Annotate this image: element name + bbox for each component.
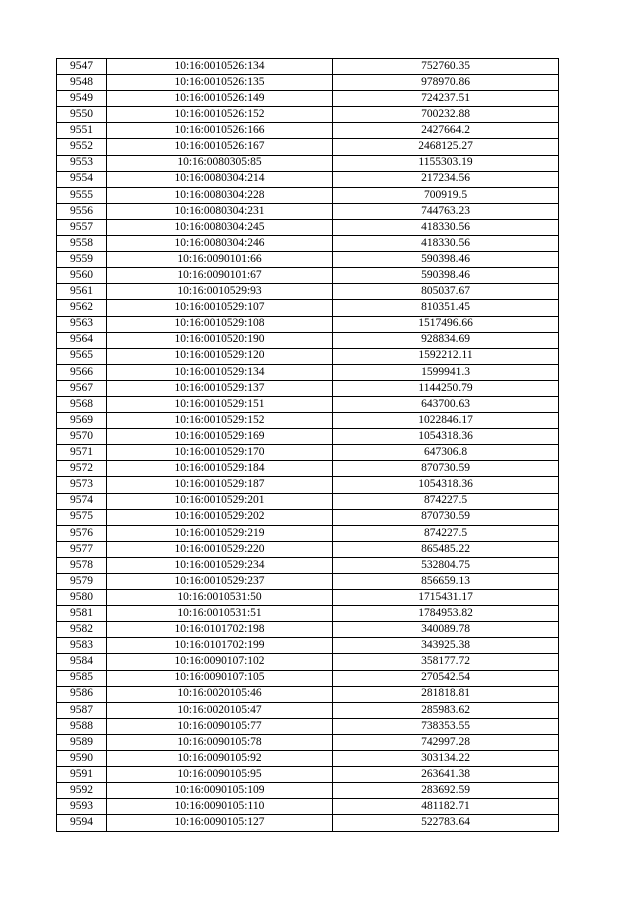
cadastral-number-cell: 10:16:0090105:127	[107, 815, 333, 831]
row-number-cell: 9549	[57, 91, 107, 107]
value-cell: 1022846.17	[333, 413, 559, 429]
row-number-cell: 9577	[57, 541, 107, 557]
table-row	[57, 268, 559, 284]
table-row	[57, 107, 559, 123]
table-row	[57, 702, 559, 718]
cadastral-number-cell: 10:16:0090105:78	[107, 734, 333, 750]
row-number-cell: 9569	[57, 413, 107, 429]
value-cell: 1599941.3	[333, 364, 559, 380]
table-row	[57, 799, 559, 815]
row-number-cell: 9584	[57, 654, 107, 670]
cadastral-number-cell: 10:16:0020105:47	[107, 702, 333, 718]
value-cell: 805037.67	[333, 284, 559, 300]
value-cell: 700919.5	[333, 187, 559, 203]
row-number-cell: 9551	[57, 123, 107, 139]
row-number-cell: 9576	[57, 525, 107, 541]
table-row	[57, 429, 559, 445]
row-number-cell: 9573	[57, 477, 107, 493]
value-cell: 865485.22	[333, 541, 559, 557]
row-number-cell: 9590	[57, 751, 107, 767]
row-number-cell: 9585	[57, 670, 107, 686]
value-cell: 1054318.36	[333, 429, 559, 445]
cadastral-number-cell: 10:16:0080305:85	[107, 155, 333, 171]
table-row	[57, 445, 559, 461]
table-row	[57, 187, 559, 203]
table-row	[57, 590, 559, 606]
row-number-cell: 9558	[57, 236, 107, 252]
row-number-cell: 9552	[57, 139, 107, 155]
value-cell: 270542.54	[333, 670, 559, 686]
cadastral-number-cell: 10:16:0010529:137	[107, 380, 333, 396]
row-number-cell: 9592	[57, 783, 107, 799]
table-row	[57, 751, 559, 767]
row-number-cell: 9567	[57, 380, 107, 396]
cadastral-number-cell: 10:16:0010526:134	[107, 59, 333, 75]
cadastral-number-cell: 10:16:0010529:107	[107, 300, 333, 316]
cadastral-number-cell: 10:16:0090105:95	[107, 767, 333, 783]
value-cell: 532804.75	[333, 557, 559, 573]
table-row	[57, 219, 559, 235]
cadastral-number-cell: 10:16:0010529:152	[107, 413, 333, 429]
table-row	[57, 75, 559, 91]
value-cell: 285983.62	[333, 702, 559, 718]
row-number-cell: 9547	[57, 59, 107, 75]
row-number-cell: 9588	[57, 718, 107, 734]
cadastral-number-cell: 10:16:0010529:108	[107, 316, 333, 332]
table-row	[57, 364, 559, 380]
value-cell: 752760.35	[333, 59, 559, 75]
cadastral-number-cell: 10:16:0090105:110	[107, 799, 333, 815]
table-row	[57, 91, 559, 107]
row-number-cell: 9563	[57, 316, 107, 332]
cadastral-number-cell: 10:16:0020105:46	[107, 686, 333, 702]
row-number-cell: 9574	[57, 493, 107, 509]
value-cell: 700232.88	[333, 107, 559, 123]
table-row	[57, 477, 559, 493]
cadastral-number-cell: 10:16:0010529:170	[107, 445, 333, 461]
row-number-cell: 9583	[57, 638, 107, 654]
cadastral-number-cell: 10:16:0010526:166	[107, 123, 333, 139]
table-row	[57, 332, 559, 348]
cadastral-number-cell: 10:16:0010526:135	[107, 75, 333, 91]
cadastral-number-cell: 10:16:0010529:151	[107, 396, 333, 412]
row-number-cell: 9555	[57, 187, 107, 203]
row-number-cell: 9572	[57, 461, 107, 477]
table-row	[57, 525, 559, 541]
value-cell: 874227.5	[333, 525, 559, 541]
cadastral-number-cell: 10:16:0080304:228	[107, 187, 333, 203]
value-cell: 874227.5	[333, 493, 559, 509]
row-number-cell: 9578	[57, 557, 107, 573]
value-cell: 2468125.27	[333, 139, 559, 155]
value-cell: 418330.56	[333, 219, 559, 235]
cadastral-number-cell: 10:16:0010529:120	[107, 348, 333, 364]
table-row	[57, 606, 559, 622]
value-cell: 1715431.17	[333, 590, 559, 606]
value-cell: 870730.59	[333, 461, 559, 477]
table-row	[57, 236, 559, 252]
cadastral-number-cell: 10:16:0010520:190	[107, 332, 333, 348]
value-cell: 418330.56	[333, 236, 559, 252]
table-row	[57, 284, 559, 300]
row-number-cell: 9568	[57, 396, 107, 412]
value-cell: 1054318.36	[333, 477, 559, 493]
table-row	[57, 670, 559, 686]
value-cell: 810351.45	[333, 300, 559, 316]
cadastral-number-cell: 10:16:0010531:51	[107, 606, 333, 622]
cadastral-number-cell: 10:16:0010529:237	[107, 574, 333, 590]
cadastral-number-cell: 10:16:0080304:245	[107, 219, 333, 235]
table-row	[57, 734, 559, 750]
row-number-cell: 9559	[57, 252, 107, 268]
table-row	[57, 541, 559, 557]
value-cell: 742997.28	[333, 734, 559, 750]
table-row	[57, 767, 559, 783]
cadastral-number-cell: 10:16:0010529:220	[107, 541, 333, 557]
table-row	[57, 316, 559, 332]
cadastral-number-cell: 10:16:0010529:169	[107, 429, 333, 445]
cadastral-number-cell: 10:16:0080304:214	[107, 171, 333, 187]
cadastral-number-cell: 10:16:0010529:219	[107, 525, 333, 541]
table-row	[57, 139, 559, 155]
cadastral-number-cell: 10:16:0090105:77	[107, 718, 333, 734]
cadastral-number-cell: 10:16:0090107:102	[107, 654, 333, 670]
row-number-cell: 9557	[57, 219, 107, 235]
row-number-cell: 9570	[57, 429, 107, 445]
table-row	[57, 252, 559, 268]
table-row	[57, 783, 559, 799]
cadastral-number-cell: 10:16:0101702:198	[107, 622, 333, 638]
cadastral-number-cell: 10:16:0010529:187	[107, 477, 333, 493]
table-row	[57, 686, 559, 702]
row-number-cell: 9591	[57, 767, 107, 783]
cadastral-number-cell: 10:16:0010529:184	[107, 461, 333, 477]
value-cell: 1517496.66	[333, 316, 559, 332]
value-cell: 643700.63	[333, 396, 559, 412]
cadastral-number-cell: 10:16:0080304:231	[107, 203, 333, 219]
row-number-cell: 9575	[57, 509, 107, 525]
table-row	[57, 171, 559, 187]
value-cell: 358177.72	[333, 654, 559, 670]
row-number-cell: 9564	[57, 332, 107, 348]
cadastral-number-cell: 10:16:0101702:199	[107, 638, 333, 654]
value-cell: 1155303.19	[333, 155, 559, 171]
value-cell: 856659.13	[333, 574, 559, 590]
row-number-cell: 9566	[57, 364, 107, 380]
cadastral-number-cell: 10:16:0010529:93	[107, 284, 333, 300]
row-number-cell: 9580	[57, 590, 107, 606]
row-number-cell: 9561	[57, 284, 107, 300]
table-row	[57, 815, 559, 831]
cadastral-number-cell: 10:16:0090105:109	[107, 783, 333, 799]
value-cell: 2427664.2	[333, 123, 559, 139]
row-number-cell: 9579	[57, 574, 107, 590]
value-cell: 303134.22	[333, 751, 559, 767]
row-number-cell: 9582	[57, 622, 107, 638]
cadastral-number-cell: 10:16:0010526:149	[107, 91, 333, 107]
table-row	[57, 396, 559, 412]
value-cell: 217234.56	[333, 171, 559, 187]
value-cell: 283692.59	[333, 783, 559, 799]
table-row	[57, 493, 559, 509]
row-number-cell: 9550	[57, 107, 107, 123]
value-cell: 870730.59	[333, 509, 559, 525]
data-table	[56, 58, 559, 832]
cadastral-number-cell: 10:16:0090105:92	[107, 751, 333, 767]
table-row	[57, 413, 559, 429]
table-row	[57, 622, 559, 638]
cadastral-number-cell: 10:16:0010529:134	[107, 364, 333, 380]
value-cell: 343925.38	[333, 638, 559, 654]
row-number-cell: 9553	[57, 155, 107, 171]
value-cell: 281818.81	[333, 686, 559, 702]
cadastral-number-cell: 10:16:0090101:67	[107, 268, 333, 284]
cadastral-number-cell: 10:16:0010529:202	[107, 509, 333, 525]
row-number-cell: 9593	[57, 799, 107, 815]
value-cell: 590398.46	[333, 268, 559, 284]
row-number-cell: 9562	[57, 300, 107, 316]
table-row	[57, 557, 559, 573]
table-row	[57, 203, 559, 219]
table-row	[57, 123, 559, 139]
row-number-cell: 9554	[57, 171, 107, 187]
value-cell: 1144250.79	[333, 380, 559, 396]
row-number-cell: 9560	[57, 268, 107, 284]
row-number-cell: 9556	[57, 203, 107, 219]
value-cell: 928834.69	[333, 332, 559, 348]
table-body	[57, 59, 559, 832]
row-number-cell: 9587	[57, 702, 107, 718]
value-cell: 738353.55	[333, 718, 559, 734]
table-row	[57, 155, 559, 171]
table-row	[57, 574, 559, 590]
table-row	[57, 59, 559, 75]
value-cell: 340089.78	[333, 622, 559, 638]
table-row	[57, 638, 559, 654]
table-row	[57, 509, 559, 525]
cadastral-number-cell: 10:16:0010526:152	[107, 107, 333, 123]
row-number-cell: 9571	[57, 445, 107, 461]
value-cell: 744763.23	[333, 203, 559, 219]
cadastral-number-cell: 10:16:0090107:105	[107, 670, 333, 686]
value-cell: 647306.8	[333, 445, 559, 461]
value-cell: 263641.38	[333, 767, 559, 783]
table-row	[57, 380, 559, 396]
value-cell: 978970.86	[333, 75, 559, 91]
value-cell: 481182.71	[333, 799, 559, 815]
row-number-cell: 9586	[57, 686, 107, 702]
cadastral-number-cell: 10:16:0010529:201	[107, 493, 333, 509]
table-row	[57, 300, 559, 316]
cadastral-number-cell: 10:16:0080304:246	[107, 236, 333, 252]
table-row	[57, 461, 559, 477]
row-number-cell: 9581	[57, 606, 107, 622]
value-cell: 1592212.11	[333, 348, 559, 364]
row-number-cell: 9548	[57, 75, 107, 91]
table-row	[57, 654, 559, 670]
row-number-cell: 9589	[57, 734, 107, 750]
row-number-cell: 9565	[57, 348, 107, 364]
cadastral-number-cell: 10:16:0010529:234	[107, 557, 333, 573]
row-number-cell: 9594	[57, 815, 107, 831]
cadastral-number-cell: 10:16:0090101:66	[107, 252, 333, 268]
cadastral-number-cell: 10:16:0010531:50	[107, 590, 333, 606]
value-cell: 724237.51	[333, 91, 559, 107]
table-row	[57, 348, 559, 364]
value-cell: 590398.46	[333, 252, 559, 268]
value-cell: 522783.64	[333, 815, 559, 831]
table-row	[57, 718, 559, 734]
cadastral-number-cell: 10:16:0010526:167	[107, 139, 333, 155]
value-cell: 1784953.82	[333, 606, 559, 622]
